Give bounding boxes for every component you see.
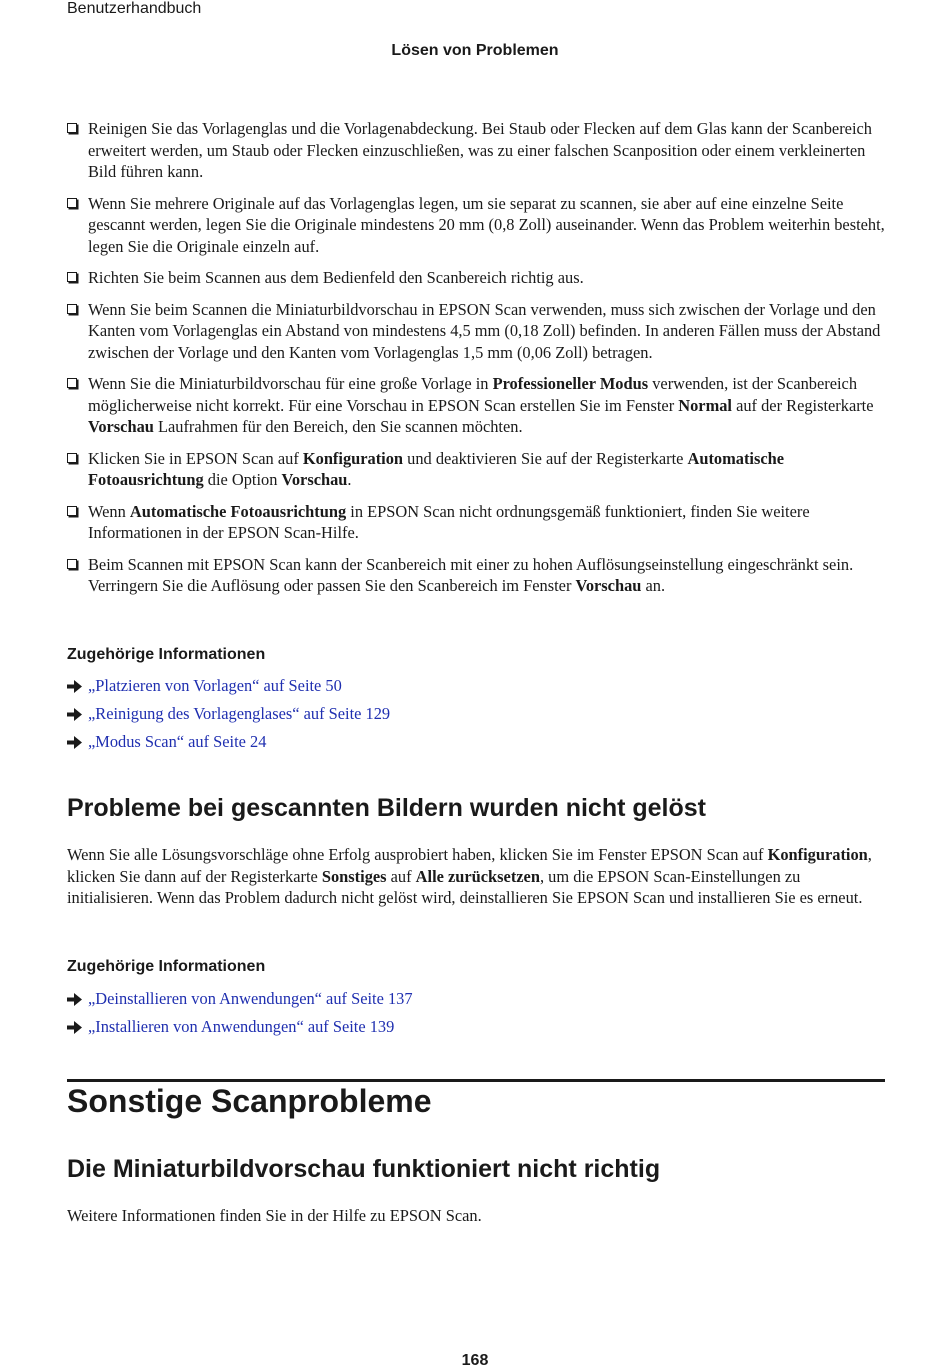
text-run: die Option <box>203 470 282 490</box>
text-run: auf der Registerkarte <box>731 395 874 415</box>
arrow-right-icon <box>67 993 88 1006</box>
text-run: , klicken Sie dann auf der Registerkarte <box>67 845 872 886</box>
related-info-title: Zugehörige Informationen <box>67 646 266 663</box>
text-run: Wenn Sie die Miniaturbildvorschau für eine große Vorlage in <box>88 374 493 394</box>
text-run: und deaktivieren Sie auf der Registerkarte <box>403 448 688 468</box>
arrow-right-icon <box>67 736 88 749</box>
ui-term: Automatische Fotoausrichtung <box>88 448 785 490</box>
ui-term: Alle zurücksetzen <box>415 866 540 886</box>
related-link[interactable] <box>67 1013 413 1041</box>
ui-term: Konfiguration <box>767 845 868 864</box>
checkbox-bullet-icon <box>67 198 77 208</box>
arrow-right-icon <box>67 1021 88 1034</box>
related-links-list <box>67 672 390 756</box>
checkbox-bullet-icon <box>67 453 77 463</box>
checkbox-bullet-icon <box>67 272 77 282</box>
checkbox-bullet-icon <box>67 304 77 314</box>
section-paragraph: Weitere Informationen finden Sie in der Hilfe zu EPSON Scan. <box>67 1206 482 1225</box>
related-link-text[interactable]: „Installieren von Anwendungen“ auf Seite 139 <box>88 1017 395 1036</box>
arrow-right-icon <box>67 680 88 693</box>
related-link[interactable] <box>67 672 390 700</box>
text-run: Wenn Sie beim Scannen die Miniaturbildvorschau in EPSON Scan verwenden, muss sich zwischen der Vorlage und den Kanten vom Vorlagenglas ein Abstand von mindestens 4,5 mm (0,18 Zoll) befinden. In anderen Fällen muss der Abstand zwischen der Vorlage und den Kanten vom Vorlagenglas 1,5 mm (0,06 Zoll) betragen. <box>88 299 881 362</box>
related-link-text[interactable]: „Deinstallieren von Anwendungen“ auf Seite 137 <box>88 989 413 1008</box>
related-links-list <box>67 985 413 1041</box>
text-run: in EPSON Scan nicht ordnungsgemäß funktioniert, finden Sie weitere Informationen in der EPSON Scan-Hilfe. <box>88 501 810 543</box>
checkbox-bullet-icon <box>67 559 77 569</box>
text-run: Reinigen Sie das Vorlagenglas und die Vorlagenabdeckung. Bei Staub oder Flecken auf dem Glas kann der Scanbereich erweitert werden, um Staub oder Flecken einzuschließen, was zu einer falschen Scanposition oder einem verkleinerten Bild führen kann. <box>88 119 872 182</box>
ui-term: Normal <box>678 395 732 415</box>
text-run: Wenn <box>88 501 130 521</box>
section-heading: Die Miniaturbildvorschau funktioniert nicht richtig <box>67 1155 661 1183</box>
text-run: verwenden, ist der Scanbereich möglicherweise nicht korrekt. Für eine Vorschau in EPSON Scan erstellen Sie im Fenster <box>88 374 858 415</box>
tip-item <box>67 501 887 544</box>
related-link-text[interactable]: „Modus Scan“ auf Seite 24 <box>88 732 267 751</box>
section-header: Lösen von Problemen <box>391 42 559 59</box>
related-link-text[interactable]: „Reinigung des Vorlagenglases“ auf Seite 129 <box>88 704 391 723</box>
ui-term: Professioneller Modus <box>492 374 649 394</box>
running-header: Benutzerhandbuch <box>67 0 202 17</box>
text-run: Klicken Sie in EPSON Scan auf <box>88 448 303 468</box>
ui-term: Sonstiges <box>321 866 387 886</box>
tips-list <box>67 118 887 607</box>
related-link-text[interactable]: „Platzieren von Vorlagen“ auf Seite 50 <box>88 676 342 695</box>
section-paragraph <box>67 844 887 909</box>
ui-term: Automatische Fotoausrichtung <box>129 501 347 521</box>
chapter-rule <box>67 1079 885 1082</box>
checkbox-bullet-icon <box>67 378 77 388</box>
text-run: an. <box>641 576 666 596</box>
related-link[interactable] <box>67 728 390 756</box>
tip-item <box>67 373 887 438</box>
related-link[interactable] <box>67 985 413 1013</box>
tip-item <box>67 299 887 364</box>
text-run: . <box>347 470 352 490</box>
tip-item <box>67 448 887 491</box>
page-number: 168 <box>461 1352 489 1369</box>
checkbox-bullet-icon <box>67 123 77 133</box>
tip-item <box>67 193 887 258</box>
arrow-right-icon <box>67 708 88 721</box>
text-run: Wenn Sie alle Lösungsvorschläge ohne Erfolg ausprobiert haben, klicken Sie im Fenster EPSON Scan auf <box>67 845 768 864</box>
text-run: Richten Sie beim Scannen aus dem Bedienfeld den Scanbereich richtig aus. <box>88 268 584 288</box>
section-heading: Probleme bei gescannten Bildern wurden nicht gelöst <box>67 794 707 822</box>
text-run: auf <box>386 866 416 886</box>
chapter-title: Sonstige Scanprobleme <box>67 1083 432 1119</box>
ui-term: Vorschau <box>575 576 642 596</box>
text-run: Beim Scannen mit EPSON Scan kann der Scanbereich mit einer zu hohen Auflösungseinstellung eingeschränkt sein. Verringern Sie die Auflösung oder passen Sie den Scanbereich im Fenster <box>88 554 854 596</box>
ui-term: Vorschau <box>88 417 154 437</box>
text-run: Laufrahmen für den Bereich, den Sie scannen möchten. <box>153 417 523 437</box>
checkbox-bullet-icon <box>67 506 77 516</box>
text-run: Wenn Sie mehrere Originale auf das Vorlagenglas legen, um sie separat zu scannen, sie aber auf eine einzelne Seite gescannt werden, legen Sie die Originale mindestens 20 mm (0,8 Zoll) auseinander. Wenn das Problem weiterhin besteht, legen Sie die Originale einzeln auf. <box>88 193 885 256</box>
ui-term: Vorschau <box>281 470 348 490</box>
related-link[interactable] <box>67 700 390 728</box>
ui-term: Konfiguration <box>302 448 404 468</box>
text-run: , um die EPSON Scan-Einstellungen zu initialisieren. Wenn das Problem dadurch nicht gelöst wird, deinstallieren Sie EPSON Scan und installieren Sie es erneut. <box>67 866 863 908</box>
tip-item <box>67 267 887 289</box>
tip-item <box>67 118 887 183</box>
related-info-title: Zugehörige Informationen <box>67 958 266 975</box>
tip-item <box>67 554 887 597</box>
